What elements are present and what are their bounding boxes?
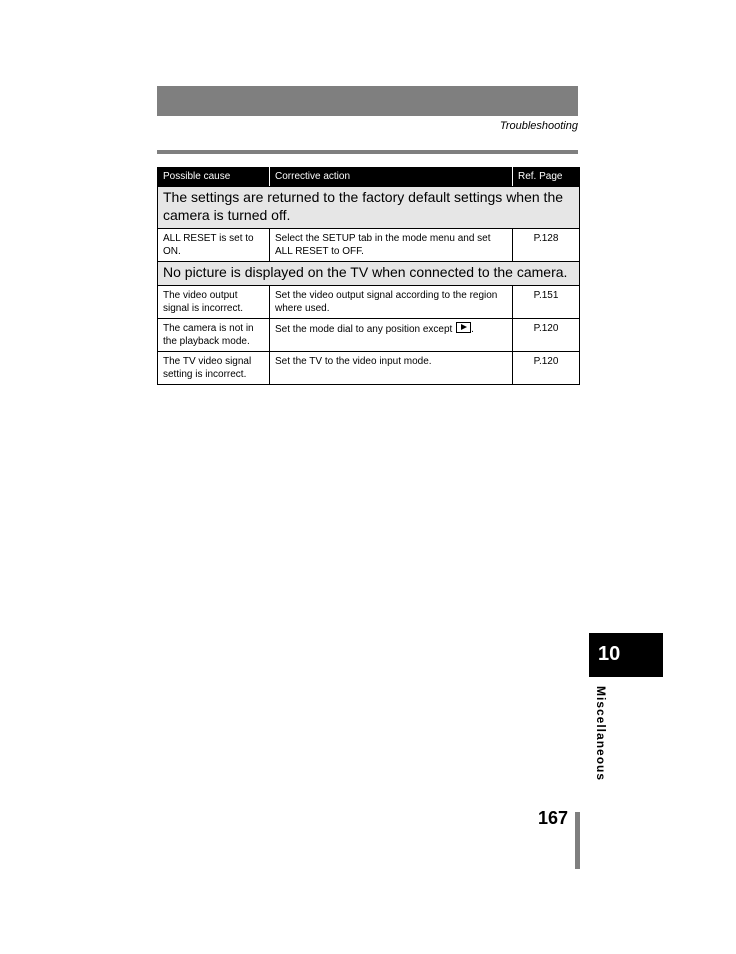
table-row — [158, 229, 580, 262]
action-cell: Set the video output signal according to the region where used. — [270, 286, 513, 319]
table-row — [158, 319, 580, 352]
table-row — [158, 286, 580, 319]
ref-cell: P.151 — [513, 286, 580, 319]
action-cell: Set the TV to the video input mode. — [270, 352, 513, 385]
ref-cell: P.128 — [513, 229, 580, 262]
column-header-action: Corrective action — [270, 168, 513, 187]
cause-cell: ALL RESET is set to ON. — [158, 229, 270, 262]
table-row — [158, 352, 580, 385]
header-bar — [157, 86, 578, 116]
cause-cell: The camera is not in the playback mode. — [158, 319, 270, 352]
chapter-number: 10 — [598, 643, 621, 665]
action-cell — [270, 319, 513, 352]
action-text-end: . — [471, 324, 474, 335]
problem-text: No picture is displayed on the TV when connected to the camera. — [158, 262, 580, 286]
playback-icon — [456, 322, 471, 333]
chapter-label: Miscellaneous — [594, 686, 608, 782]
action-text: Set the mode dial to any position except — [275, 324, 456, 335]
action-cell: Select the SETUP tab in the mode menu and set ALL RESET to OFF. — [270, 229, 513, 262]
page-number: 167 — [537, 808, 568, 828]
ref-cell: P.120 — [513, 319, 580, 352]
troubleshooting-table — [157, 167, 580, 385]
header-rule — [157, 150, 578, 154]
table-header-row — [158, 168, 580, 187]
problem-row — [158, 187, 580, 229]
cause-cell: The TV video signal setting is incorrect. — [158, 352, 270, 385]
cause-cell: The video output signal is incorrect. — [158, 286, 270, 319]
column-header-ref: Ref. Page — [513, 168, 580, 187]
ref-cell: P.120 — [513, 352, 580, 385]
problem-row — [158, 262, 580, 286]
page-marker-bar — [575, 812, 580, 869]
column-header-cause: Possible cause — [158, 168, 270, 187]
section-title: Troubleshooting — [499, 120, 578, 132]
problem-text: The settings are returned to the factory default settings when the camera is turned off. — [158, 187, 580, 229]
chapter-tab — [589, 633, 663, 677]
